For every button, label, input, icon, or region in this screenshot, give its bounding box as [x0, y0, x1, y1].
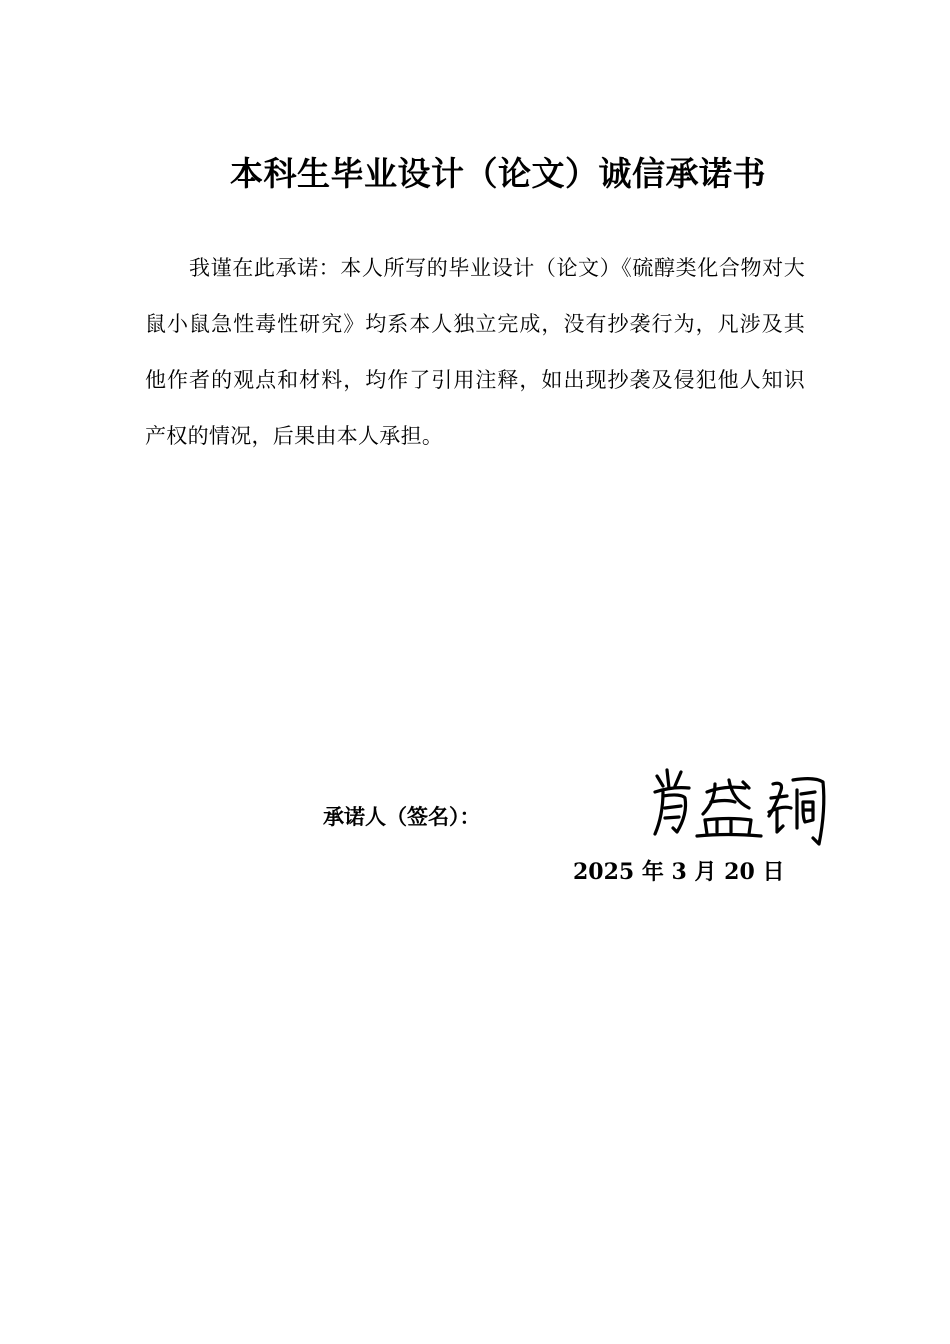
document-title: 本科生毕业设计（论文）诚信承诺书	[230, 154, 766, 193]
commitment-statement: 我谨在此承诺：本人所写的毕业设计（论文）《硫醇类化合物对大鼠小鼠急性毒性研究》均系本人独立完成，没有抄袭行为，凡涉及其他作者的观点和材料，均作了引用注释，如出现抄袭及侵犯他人知识产权的情况，后果由本人承担。	[145, 256, 805, 448]
signer-label: 承诺人（签名）：	[323, 804, 481, 829]
signing-date: 2025 年 3 月 20 日	[573, 859, 785, 885]
handwritten-signature	[645, 762, 835, 850]
